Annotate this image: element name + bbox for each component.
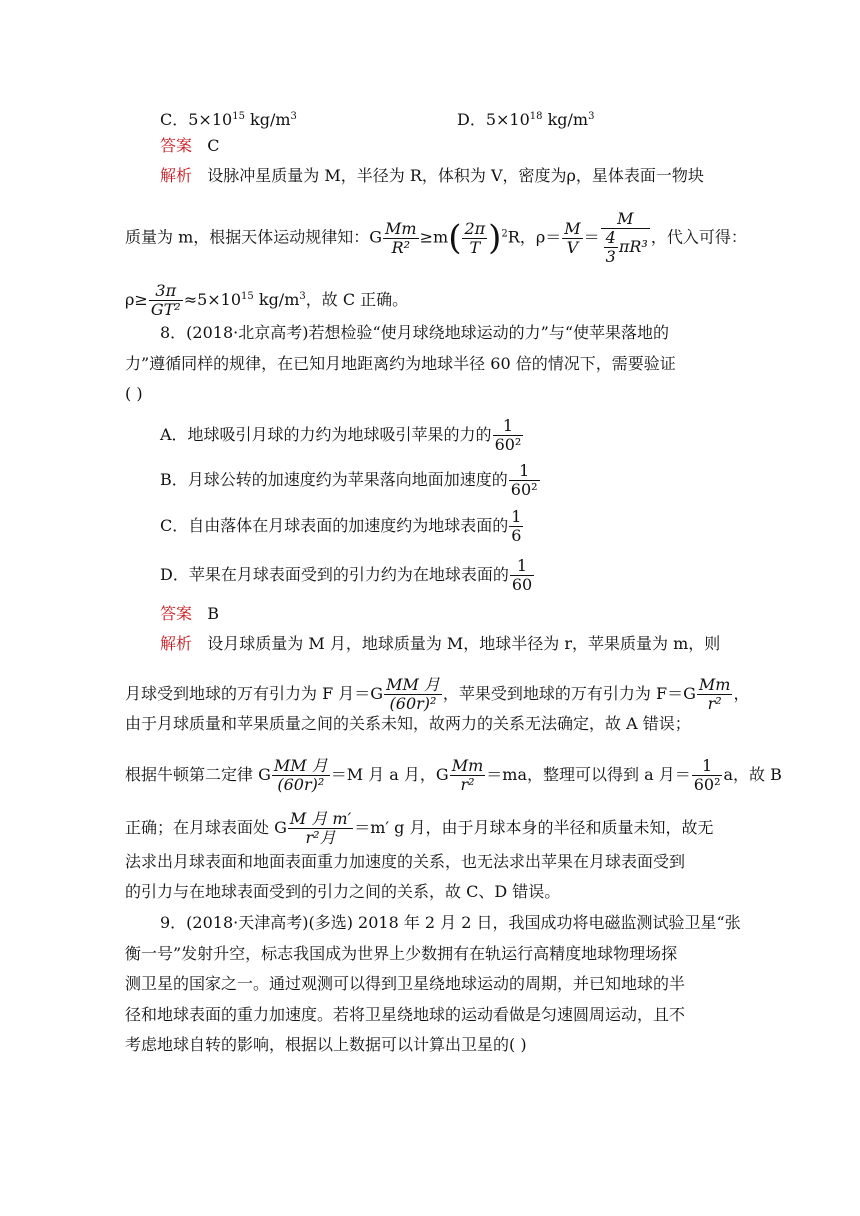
fraction-M-volume: M $\frac{4}{3}$ πR³	[601, 210, 650, 266]
question-8-option-b: B．月球公转的加速度约为苹果落向地面加速度的 $\frac{1}{\text{60²}}$	[160, 461, 538, 499]
question-8-line2: 力”遵循同样的规律，在已知月地距离约为地球半径 60 倍的情况下，需要验证	[125, 354, 676, 373]
fraction-M-V: $\frac{M}{V}$	[564, 218, 581, 257]
analysis-q7-line1: 解析 设脉冲星质量为 M，半径为 R，体积为 V，密度为ρ，星体表面一物块	[160, 166, 704, 185]
analysis-label: 解析	[160, 166, 193, 185]
question-9-line3: 测卫星的国家之一。通过观测可以得到卫星绕地球运动的周期，并已知地球的半	[125, 974, 686, 993]
analysis-q8-line7: 的引力与在地球表面受到的引力之间的关系，故 C、D 错误。	[125, 882, 561, 901]
analysis-q8-line6: 法求出月球表面和地面表面重力加速度的关系，也无法求出苹果在月球表面受到	[125, 852, 686, 871]
question-9-line1: 9．(2018·天津高考)(多选) 2018 年 2 月 2 日，我国成功将电磁监测试验卫星“张	[160, 913, 741, 932]
question-8-line1: 8．(2018·北京高考)若想检验“使月球绕地球运动的力”与“使苹果落地的	[160, 323, 670, 342]
question-8-option-d: D．苹果在月球表面受到的引力约为在地球表面的 $\frac{1}{60}$	[160, 556, 533, 594]
question-9-line5: 考虑地球自转的影响，根据以上数据可以计算出卫星的( )	[125, 1035, 527, 1054]
answer-label: 答案	[160, 604, 193, 623]
fraction-Mm-R2: $\frac{Mm}{\text{R²}}$	[385, 218, 417, 257]
fraction-2pi-T: $\frac{2\pi}{T}$	[464, 218, 486, 257]
option-d: D．$5\times 10^{18}$ $kg/m^3$	[457, 110, 595, 129]
analysis-q8-line5: 正确；在月球表面处 G $\frac{\text{M 月 m′}}{\text{r²月}}$ ＝m′ g 月，由于月球本身的半径和质量未知，故无	[125, 809, 714, 847]
question-8-option-a: A．地球吸引月球的力约为地球吸引苹果的力的 $\frac{1}{\text{60²}}$	[160, 416, 522, 454]
question-9-line2: 衡一号”发射升空，标志我国成为世界上少数拥有在轨运行高精度地球物理场探	[125, 944, 678, 963]
answer-label: 答案	[160, 136, 193, 155]
answer-q8: 答案 B	[160, 604, 220, 623]
question-9-line4: 径和地球表面的重力加速度。若将卫星绕地球的运动看做是匀速圆周运动，且不	[125, 1005, 686, 1024]
question-8-line3: ( )	[125, 384, 143, 403]
analysis-label: 解析	[160, 634, 193, 653]
analysis-q7-line3: ρ≥ $\frac{3\pi}{\text{GT²}}$ $\approx 5\times 10^{15}$ $kg/m^3$，故 C 正确。	[125, 281, 409, 319]
analysis-q8-line4: 根据牛顿第二定律 G $\frac{\text{MM 月}}{\text{(60r)²}}$ ＝M 月 a 月，G $\frac{Mm}{\text{r²}}$ ＝ma，整理可以得到 a 月＝ $\frac{1}{\text{60²}}$ a，故 B	[125, 756, 782, 794]
analysis-q8-line3: 由于月球质量和苹果质量之间的关系未知，故两力的关系无法确定，故 A 错误；	[125, 714, 691, 733]
analysis-q7-line2: 质量为 m，根据天体运动规律知：G $\frac{Mm}{\text{R²}}$ ≥m( $\frac{2\pi}{T}$ )$^2$R，ρ＝ $\frac{M}{V}$ ＝ M $\frac{4}{3}$ πR³ ，代入可得：	[125, 209, 747, 266]
analysis-q8-line1: 解析 设月球质量为 M 月，地球质量为 M，地球半径为 r，苹果质量为 m，则	[160, 634, 721, 653]
answer-q7: 答案 C	[160, 136, 220, 155]
analysis-q8-line2: 月球受到地球的万有引力为 F 月＝G $\frac{\text{MM 月}}{\text{(60r)²}}$ ，苹果受到地球的万有引力为 F＝G $\frac{Mm}{\text{r²}}$ ，	[125, 675, 750, 713]
question-8-option-c: C．自由落体在月球表面的加速度约为地球表面的 $\frac{1}{6}$	[160, 507, 522, 545]
fraction-3pi-GT2: $\frac{3\pi}{\text{GT²}}$	[150, 281, 181, 319]
option-c: C．$5\times 10^{15}$ $kg/m^3$	[160, 110, 297, 129]
